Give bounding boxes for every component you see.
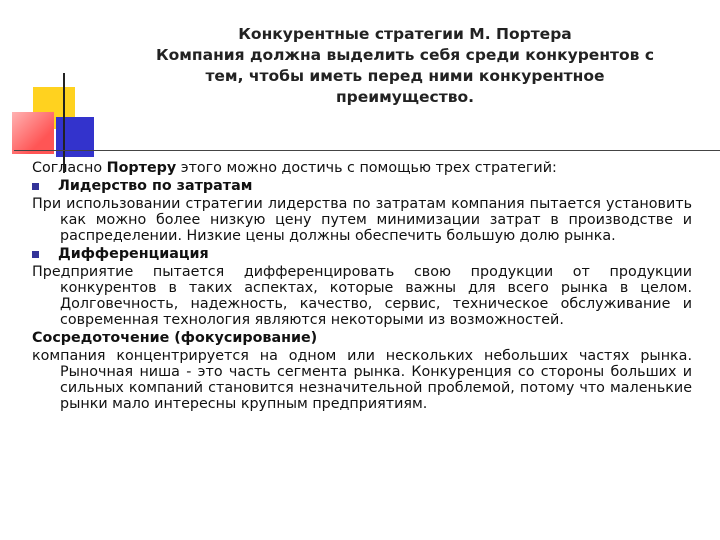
intro-bold-porter: Портеру <box>106 160 177 176</box>
decor-blue-square <box>56 117 94 157</box>
bullet-cost-leadership-label: Лидерство по затратам <box>58 178 253 194</box>
decor-vertical-line <box>63 73 65 173</box>
intro-paragraph <box>32 160 692 176</box>
paragraph-differentiation: Предприятие пытается дифференцировать свою продукции от продукции конкурентов в таких аспектах, которые важны для всего рынка в целом. Долговечность, надежность, качество, сервис, техническое обслуживание и современная технология являются некоторыми из возможностей. <box>32 264 692 328</box>
intro-suffix: этого можно достичь с помощью трех стратегий: <box>176 160 557 176</box>
title-line-3: тем, чтобы иметь перед ними конкурентное <box>205 67 605 85</box>
paragraph-cost-leadership: При использовании стратегии лидерства по затратам компания пытается установить как можно более низкую цену путем минимизации затрат в производстве и распределении. Низкие цены должны обеспечить большую долю рынка. <box>32 196 692 244</box>
bullet-differentiation-label: Дифференциация <box>58 246 209 262</box>
bullet-differentiation <box>32 246 692 262</box>
slide-title <box>110 24 700 108</box>
square-bullet-icon <box>32 251 39 258</box>
title-line-1: Конкурентные стратегии М. Портера <box>238 25 572 43</box>
square-bullet-icon <box>32 183 39 190</box>
decor-red-square <box>12 112 54 154</box>
paragraph-focus: компания концентрируется на одном или нескольких небольших частях рынка. Рыночная ниша - это часть сегмента рынка. Конкуренция со стороны больших и сильных компаний становится незначительной проблемой, потому что маленькие рынки мало интересны крупным предприятиям. <box>32 348 692 412</box>
slide-body <box>32 160 692 414</box>
heading-focus-label: Сосредоточение (фокусирование) <box>32 330 318 346</box>
intro-prefix: Согласно <box>32 160 107 176</box>
heading-focus <box>32 330 692 346</box>
title-line-4: преимущество. <box>335 88 475 106</box>
title-line-2: Компания должна выделить себя среди конкурентов с <box>155 46 655 64</box>
bullet-cost-leadership <box>32 178 692 194</box>
decor-horizontal-line <box>14 150 720 151</box>
